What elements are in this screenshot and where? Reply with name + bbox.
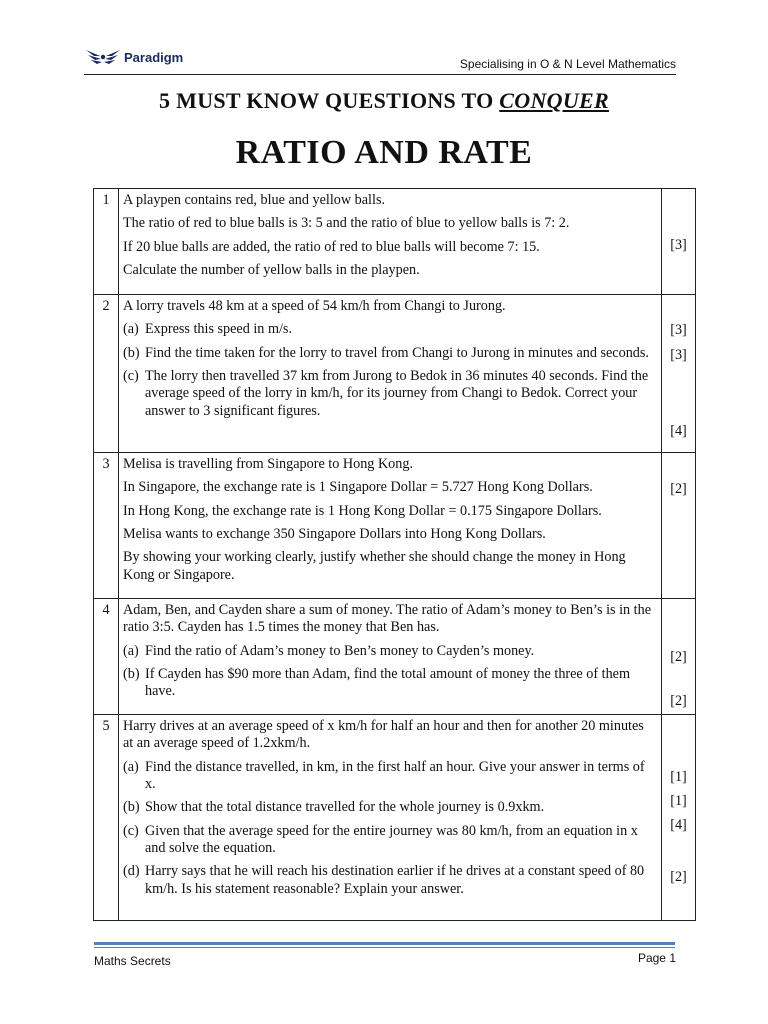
question-number: 2 xyxy=(94,295,119,453)
part-label: (b) xyxy=(123,665,140,682)
question-line: In Singapore, the exchange rate is 1 Singapore Dollar = 5.727 Hong Kong Dollars. xyxy=(123,479,593,496)
part-label: (b) xyxy=(123,799,140,816)
question-number: 5 xyxy=(94,715,119,921)
question-part xyxy=(123,863,657,898)
marks-label: [3] xyxy=(670,347,687,363)
marks-column xyxy=(662,189,696,295)
footer-divider-thin xyxy=(94,947,675,948)
question-line: Harry drives at an average speed of x km/h for half an hour and then for another 20 minutes at an average speed of 1.2xkm/h. xyxy=(123,718,644,752)
part-text: Given that the average speed for the entire journey was 80 km/h, from an equation in x and solve the equation. xyxy=(145,822,638,856)
brand-logo xyxy=(84,46,183,68)
question-number: 1 xyxy=(94,189,119,295)
question-part xyxy=(123,643,657,660)
marks-label: [1] xyxy=(670,769,687,785)
part-label: (b) xyxy=(123,344,140,361)
part-label: (a) xyxy=(123,758,139,775)
part-label: (a) xyxy=(123,642,139,659)
page-header xyxy=(84,44,676,72)
question-line: Melisa wants to exchange 350 Singapore Dollars into Hong Kong Dollars. xyxy=(123,525,546,542)
brand-name: Paradigm xyxy=(124,49,184,65)
marks-column xyxy=(662,599,696,715)
question-line: A lorry travels 48 km at a speed of 54 km/h from Changi to Jurong. xyxy=(123,298,506,314)
question-part xyxy=(123,823,657,858)
question-body xyxy=(119,599,662,715)
eagle-wings-icon xyxy=(84,46,122,68)
question-row xyxy=(94,715,696,921)
marks-label: [3] xyxy=(670,322,687,338)
question-part xyxy=(123,759,657,794)
part-text: The lorry then travelled 37 km from Jurong to Bedok in 36 minutes 40 seconds. Find the average speed of the lorry in km/h, for its journey from Changi to Bedok. Correct your answer to 3 significant figures. xyxy=(145,367,649,419)
part-text: If Cayden has $90 more than Adam, find the total amount of money the three of them have. xyxy=(145,665,631,700)
question-row xyxy=(94,189,696,295)
part-text: Express this speed in m/s. xyxy=(145,321,292,338)
question-body xyxy=(119,453,662,599)
footer-divider xyxy=(94,942,675,945)
question-part xyxy=(123,666,657,701)
question-row xyxy=(94,295,696,453)
question-body xyxy=(119,189,662,295)
question-part xyxy=(123,321,657,338)
question-part xyxy=(123,345,657,362)
worksheet-topic: RATIO AND RATE xyxy=(235,134,533,171)
marks-label: [2] xyxy=(670,869,687,885)
question-row xyxy=(94,453,696,599)
marks-column xyxy=(662,453,696,599)
question-line: If 20 blue balls are added, the ratio of red to blue balls will become 7: 15. xyxy=(123,238,540,255)
question-line: A playpen contains red, blue and yellow balls. xyxy=(123,192,386,208)
header-tagline: Specialising in O & N Level Mathematics xyxy=(459,57,676,71)
question-part xyxy=(123,368,657,420)
marks-label: [4] xyxy=(670,423,687,439)
question-number: 3 xyxy=(94,453,119,599)
part-label: (a) xyxy=(123,321,139,338)
page-number: Page 1 xyxy=(637,951,676,965)
marks-label: [2] xyxy=(670,649,687,665)
question-body xyxy=(119,295,662,453)
question-line: Melisa is travelling from Singapore to Hong Kong. xyxy=(123,456,414,472)
worksheet-title xyxy=(0,88,768,114)
marks-column xyxy=(662,295,696,453)
part-label: (c) xyxy=(123,367,139,384)
marks-label: [1] xyxy=(670,793,687,809)
question-line: Adam, Ben, and Cayden share a sum of money. The ratio of Adam’s money to Ben’s is in the ratio 3:5. Cayden has 1.5 times the money that Ben has. xyxy=(123,602,651,636)
question-part xyxy=(123,799,657,816)
question-line: Calculate the number of yellow balls in the playpen. xyxy=(123,261,420,278)
marks-label: [3] xyxy=(670,237,687,253)
marks-label: [2] xyxy=(670,481,687,497)
question-number: 4 xyxy=(94,599,119,715)
part-text: Find the time taken for the lorry to travel from Changi to Jurong in minutes and seconds. xyxy=(145,344,649,361)
part-text: Find the ratio of Adam’s money to Ben’s money to Cayden’s money. xyxy=(145,642,535,659)
marks-label: [2] xyxy=(670,693,687,709)
part-text: Harry says that he will reach his destination earlier if he drives at a constant speed of 80 km/h. Is his statement reasonable? Explain your answer. xyxy=(145,863,645,897)
footer-brand: Maths Secrets xyxy=(94,954,171,968)
question-line: The ratio of red to blue balls is 3: 5 and the ratio of blue to yellow balls is 7: 2. xyxy=(123,215,570,232)
title-prefix: 5 MUST KNOW QUESTIONS TO xyxy=(159,88,500,113)
marks-column xyxy=(662,715,696,921)
part-label: (d) xyxy=(123,863,140,880)
question-line: In Hong Kong, the exchange rate is 1 Hong Kong Dollar = 0.175 Singapore Dollars. xyxy=(123,502,602,519)
title-emphasis: CONQUER xyxy=(499,88,609,113)
header-divider xyxy=(84,74,676,75)
part-text: Show that the total distance travelled for the whole journey is 0.9xkm. xyxy=(145,799,545,816)
part-text: Find the distance travelled, in km, in the first half an hour. Give your answer in terms of x. xyxy=(145,758,645,792)
question-line: By showing your working clearly, justify whether she should change the money in Hong Kong or Singapore. xyxy=(123,549,626,583)
part-label: (c) xyxy=(123,822,139,839)
questions-table xyxy=(93,188,696,921)
question-row xyxy=(94,599,696,715)
marks-label: [4] xyxy=(670,817,687,833)
question-body xyxy=(119,715,662,921)
